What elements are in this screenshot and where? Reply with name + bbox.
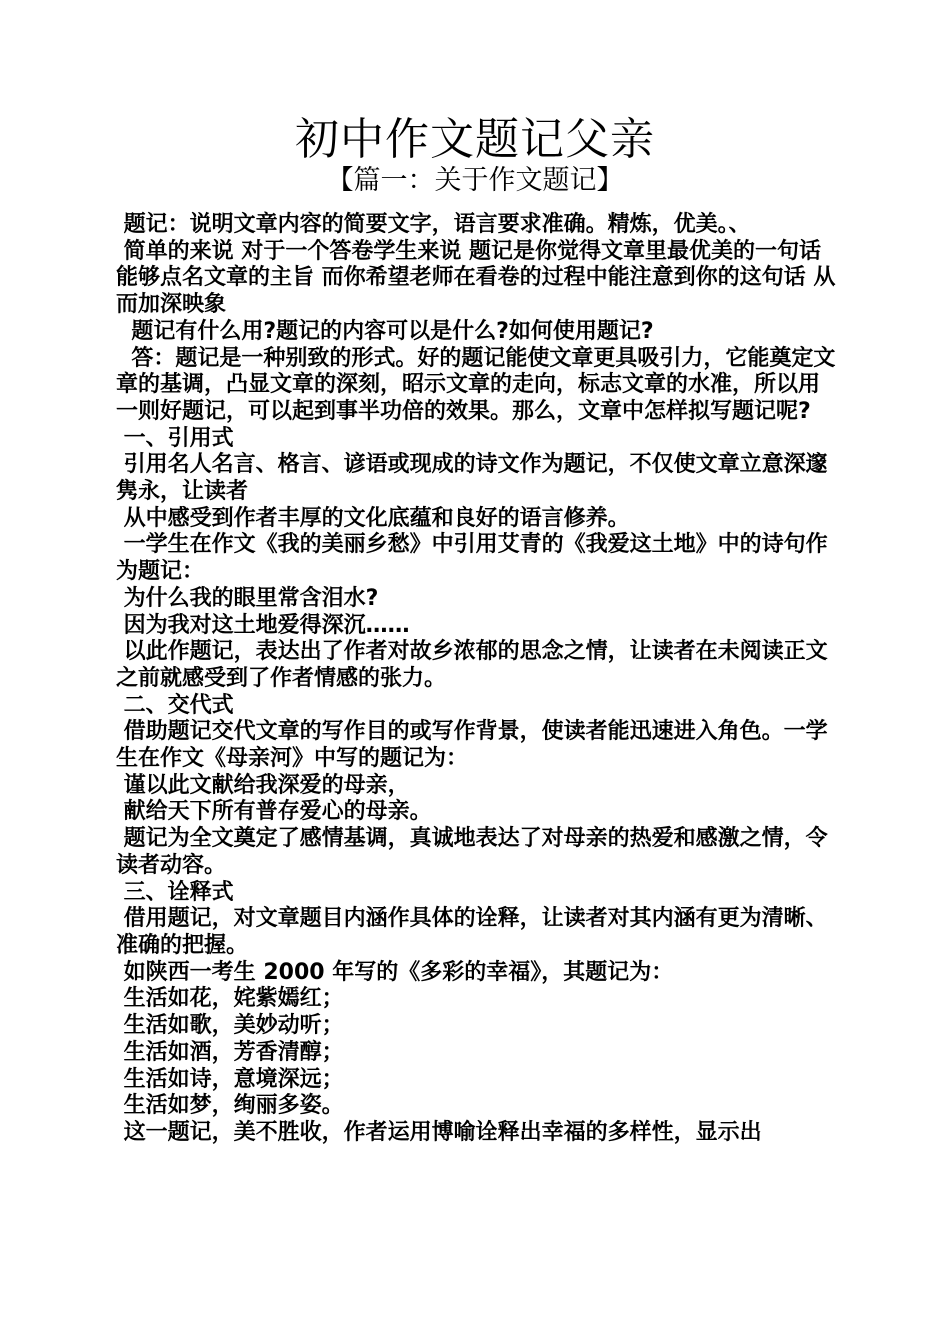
document-title: 初中作文题记父亲 — [295, 114, 655, 165]
paragraph: 借助题记交代文章的写作目的或写作背景，使读者能迅速进入角色。一学生在作文《母亲河》中写的题记为： — [116, 719, 828, 772]
paragraph: 这一题记，美不胜收，作者运用博喻诠释出幸福的多样性，显示出 — [116, 1119, 762, 1145]
quote-line: 生活如酒，芳香清醇； — [116, 1039, 344, 1065]
paragraph: 以此作题记，表达出了作者对故乡浓郁的思念之情，让读者在未阅读正文之前就感受到了作者情感的张力。 — [116, 639, 828, 691]
quote-line: 生活如梦，绚丽多姿。 — [116, 1093, 344, 1119]
paragraph: 从中感受到作者丰厚的文化底蕴和良好的语言修养。 — [116, 505, 630, 531]
section-heading: 一、引用式 — [116, 425, 234, 451]
paragraph: 题记有什么用?题记的内容可以是什么?如何使用题记? — [116, 318, 654, 344]
quote-line: 因为我对这土地爱得深沉…… — [116, 612, 410, 638]
paragraph: 一学生在作文《我的美丽乡愁》中引用艾青的《我爱这土地》中的诗句作为题记： — [116, 532, 828, 585]
quote-line: 生活如诗，意境深远； — [116, 1066, 344, 1092]
section-heading: 二、交代式 — [116, 692, 234, 718]
quote-line: 谨以此文献给我深爱的母亲， — [116, 772, 410, 798]
quote-line: 为什么我的眼里常含泪水? — [116, 585, 379, 611]
paragraph: 题记为全文奠定了感情基调，真诚地表达了对母亲的热爱和感激之情，令读者动容。 — [116, 826, 828, 878]
document-body — [116, 212, 838, 1147]
paragraph: 简单的来说 对于一个答卷学生来说 题记是你觉得文章里最优美的一句话 能够点名文章的主旨 而你希望老师在看卷的过程中能注意到你的这句话 从而加深映象 — [116, 238, 836, 318]
quote-line: 献给天下所有普存爱心的母亲。 — [116, 799, 432, 825]
quote-line: 生活如花，姹紫嫣红； — [116, 986, 344, 1012]
paragraph: 答：题记是一种别致的形式。好的题记能使文章更具吸引力，它能奠定文章的基调，凸显文章的深刻，昭示文章的走向，标志文章的水准，所以用一则好题记，可以起到事半功倍的效果。那么，文章中怎样拟写题记呢? — [116, 345, 836, 424]
document-subtitle: 【篇一：关于作文题记】 — [326, 165, 624, 196]
section-heading: 三、诠释式 — [116, 879, 234, 905]
paragraph: 借用题记，对文章题目内涵作具体的诠释，让读者对其内涵有更为清晰、准确的把握。 — [116, 906, 828, 958]
paragraph: 引用名人名言、格言、谚语或现成的诗文作为题记，不仅使文章立意深邃隽永，让读者 — [116, 452, 828, 505]
paragraph: 如陕西一考生 2000 年写的《多彩的幸福》，其题记为： — [116, 959, 674, 985]
paragraph: 题记：说明文章内容的简要文字，语言要求准确。精炼，优美。、 — [116, 212, 751, 237]
quote-line: 生活如歌，美妙动听； — [116, 1013, 344, 1039]
